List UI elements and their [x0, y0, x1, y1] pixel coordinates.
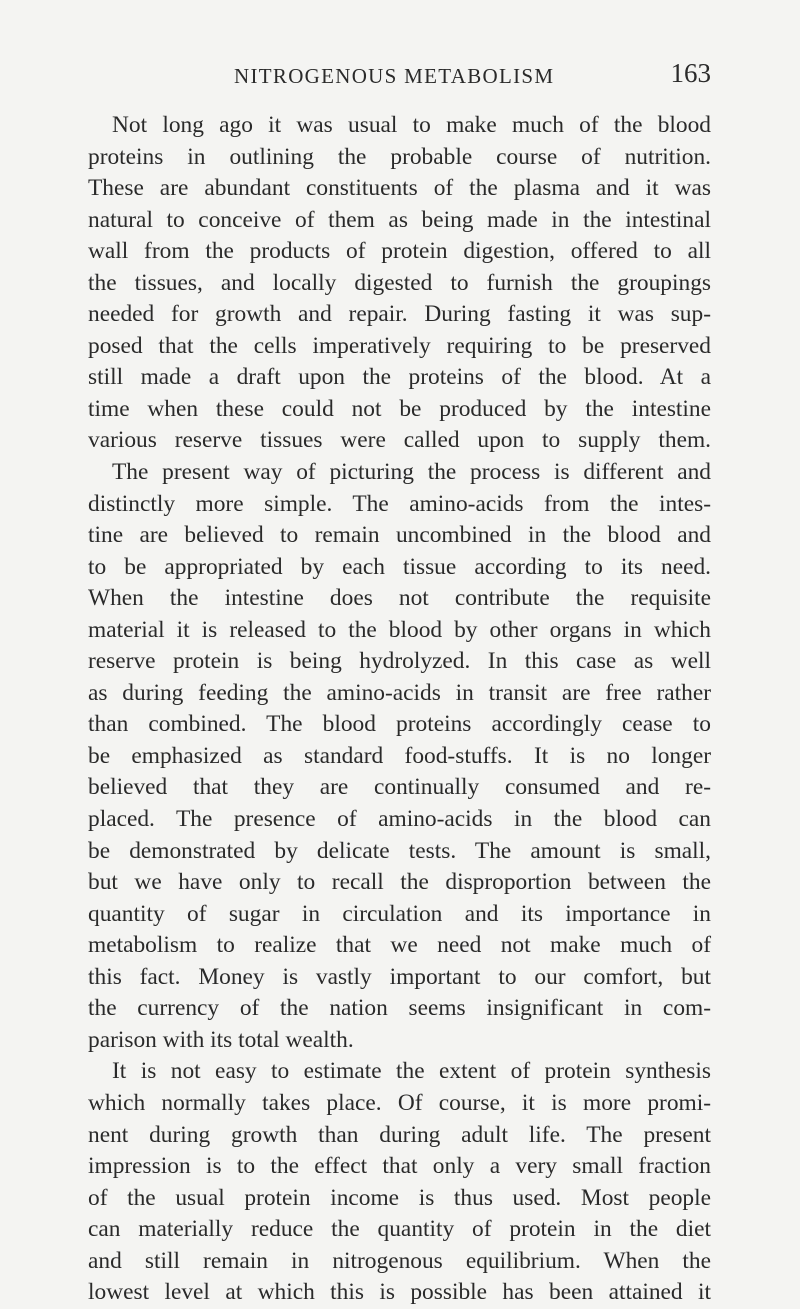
text-line: lowest level at which this is possible has been attained it	[88, 1279, 711, 1306]
text-line: and still remain in nitrogenous equilibrium. When the	[88, 1247, 711, 1274]
text-line: nent during growth than during adult life. The present	[88, 1121, 711, 1148]
paragraph	[88, 110, 711, 457]
text-line: be demonstrated by delicate tests. The amount is small,	[88, 837, 711, 864]
text-line: quantity of sugar in circulation and its importance in	[88, 900, 711, 927]
text-line: the currency of the nation seems insignificant in com-	[88, 995, 711, 1022]
text-line: reserve protein is being hydrolyzed. In this case as well	[88, 648, 711, 675]
text-line: proteins in outlining the probable course of nutrition.	[88, 143, 711, 170]
text-line: believed that they are continually consumed and re-	[88, 774, 711, 801]
text-line: The present way of picturing the process is different and	[112, 459, 711, 486]
text-line: tine are believed to remain uncombined in the blood and	[88, 522, 711, 549]
text-line: the tissues, and locally digested to furnish the groupings	[88, 269, 711, 296]
text-line: When the intestine does not contribute the requisite	[88, 585, 711, 612]
page-number: 163	[670, 58, 711, 88]
text-line: posed that the cells imperatively requiring to be preserved	[88, 332, 711, 359]
text-line: wall from the products of protein digestion, offered to all	[88, 238, 711, 265]
running-title: NITROGENOUS METABOLISM	[234, 64, 555, 88]
text-line: distinctly more simple. The amino-acids from the intes-	[88, 490, 711, 517]
body-text	[88, 110, 711, 1309]
text-line: as during feeding the amino-acids in transit are free rather	[88, 679, 711, 706]
text-line: this fact. Money is vastly important to our comfort, but	[88, 963, 711, 990]
text-line: can materially reduce the quantity of protein in the diet	[88, 1216, 711, 1243]
text-line: than combined. The blood proteins accordingly cease to	[88, 711, 711, 738]
text-line: It is not easy to estimate the extent of protein synthesis	[112, 1058, 711, 1085]
text-line: impression is to the effect that only a very small fraction	[88, 1153, 711, 1180]
text-line: but we have only to recall the disproportion between the	[88, 869, 711, 896]
paragraph	[88, 1056, 711, 1308]
text-line: metabolism to realize that we need not make much of	[88, 932, 711, 959]
text-line: material it is released to the blood by other organs in which	[88, 616, 711, 643]
text-line: to be appropriated by each tissue according to its need.	[88, 553, 711, 580]
text-line: which normally takes place. Of course, it is more promi-	[88, 1089, 711, 1116]
paragraph	[88, 457, 711, 1056]
running-header	[88, 58, 711, 92]
text-line: placed. The presence of amino-acids in the blood can	[88, 806, 711, 833]
text-line: be emphasized as standard food-stuffs. It is no longer	[88, 742, 711, 769]
text-line: natural to conceive of them as being made in the intestinal	[88, 206, 711, 233]
text-line: still made a draft upon the proteins of the blood. At a	[88, 364, 711, 391]
text-line: time when these could not be produced by the intestine	[88, 395, 711, 422]
text-line: various reserve tissues were called upon to supply them.	[88, 427, 711, 454]
text-line: of the usual protein income is thus used. Most people	[88, 1184, 711, 1211]
text-line: Not long ago it was usual to make much of the blood	[112, 112, 711, 138]
text-line: needed for growth and repair. During fasting it was sup-	[88, 301, 711, 328]
text-line: These are abundant constituents of the plasma and it was	[88, 175, 711, 202]
text-line: parison with its total wealth.	[88, 1026, 354, 1053]
